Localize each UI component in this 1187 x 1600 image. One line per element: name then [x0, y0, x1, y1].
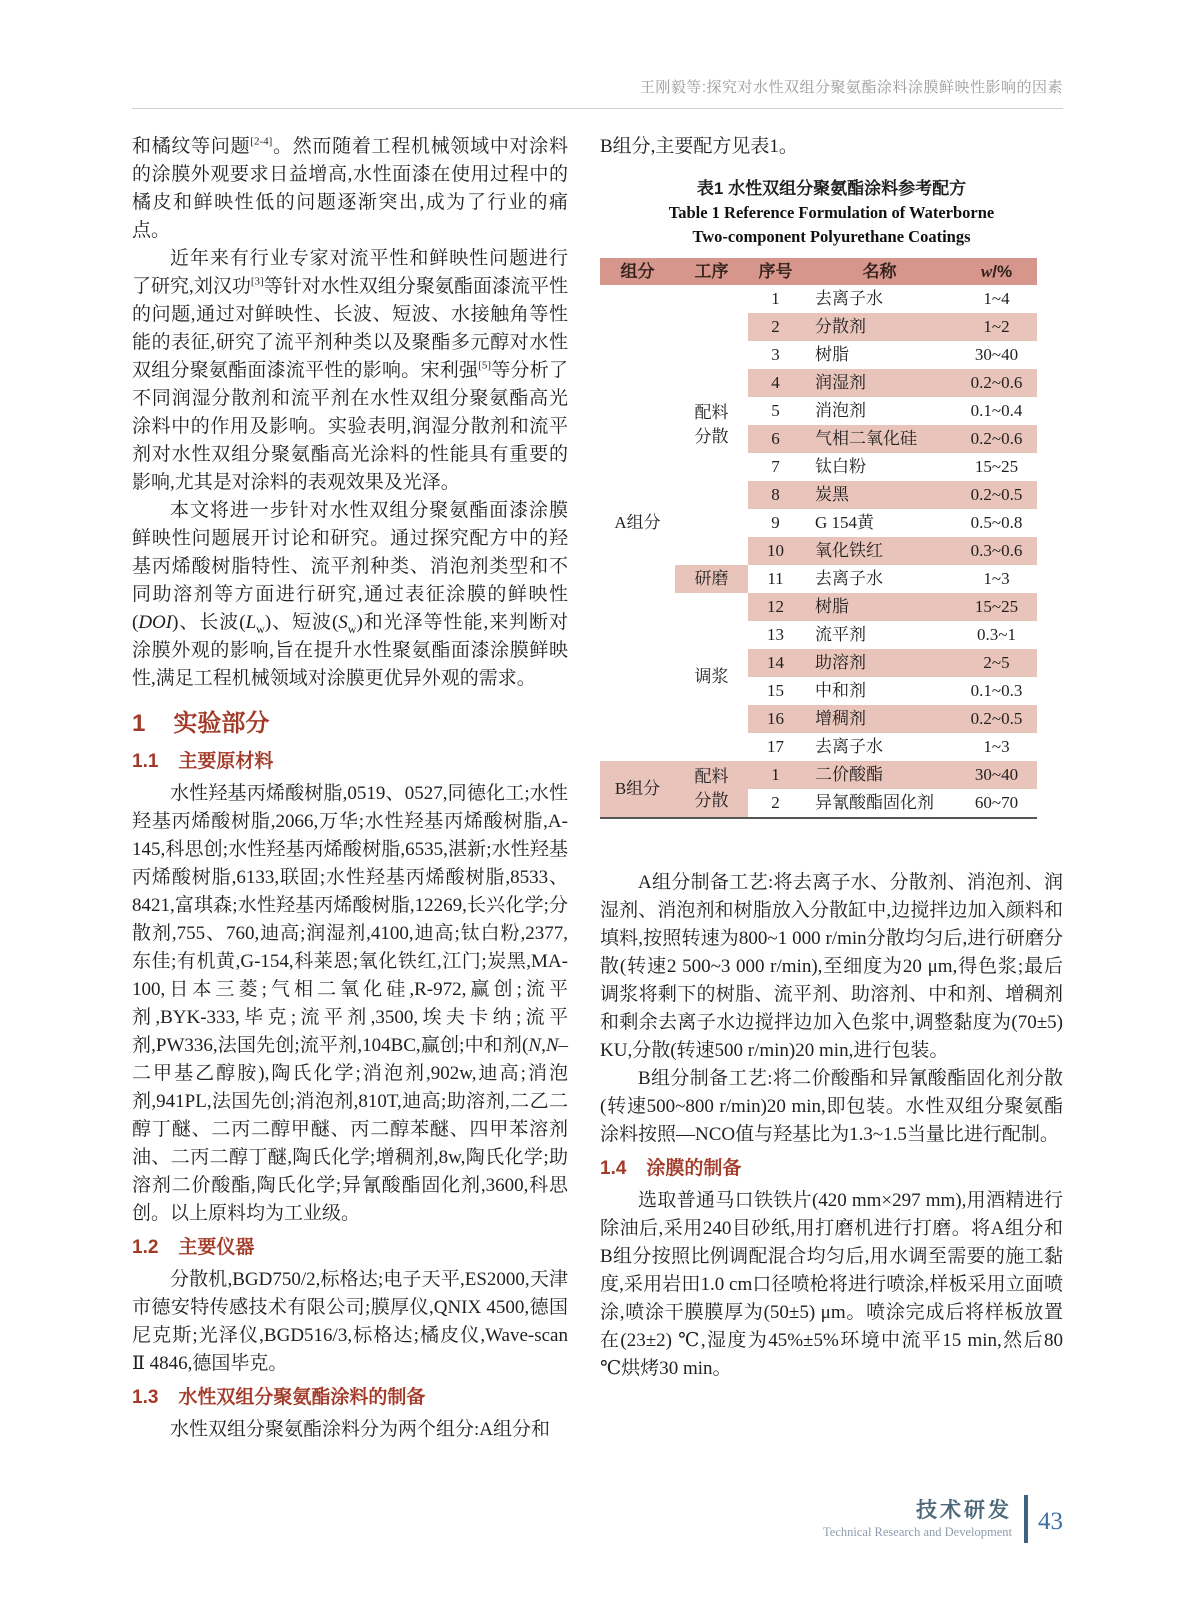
cell-w: 0.3~1 [977, 625, 1016, 644]
cell-no: 17 [767, 737, 784, 756]
paragraph-raw-materials: 水性羟基丙烯酸树脂,0519、0527,同德化工;水性羟基丙烯酸树脂,2066,万华;水性羟基丙烯酸树脂,A-145,科思创;水性羟基丙烯酸树脂,6535,湛新;水性羟基丙烯酸树脂,6133,联固;水性羟基丙烯酸树脂,8533、8421,富琪森;水性羟基丙烯酸树脂,12269,长兴化学;分散剂,755、760,迪高;润湿剂,4100,迪高;钛白粉,2377,东佳;有机黄,G-154,科莱恩;氧化铁红,江门;炭黑,MA-100,日本三菱;气相二氧化硅,R-972,赢创;流平剂,BYK-333,毕克;流平剂,3500,埃夫卡纳;流平剂,PW336,法国先创;流平剂,104BC,赢创;中和剂(N,N–二甲基乙醇胺),陶氏化学;消泡剂,902w,迪高;消泡剂,941PL,法国先创;消泡剂,810T,迪高;助溶剂,二乙二醇丁醚、二丙二醇甲醚、丙二醇苯醚、四甲苯溶剂油、二丙二醇丁醚,陶氏化学;增稠剂,8w,陶氏化学;助溶剂二价酸酯,陶氏化学;异氰酸酯固化剂,3600,科思创。以上原料均为工业级。 [132, 783, 569, 1224]
cell-no: 14 [748, 649, 803, 677]
cell-no: 4 [748, 369, 803, 397]
cell-no: 5 [771, 401, 780, 420]
cell-no: 1 [748, 761, 803, 789]
section-heading-film-preparation [600, 1156, 1063, 1182]
section-number: 1.2 [132, 1237, 159, 1258]
paragraph-preparation-intro: 水性双组分聚氨酯涂料分为两个组分:A组分和 [170, 1419, 551, 1440]
section-title: 实验部分 [173, 710, 270, 737]
col-header-name: 名称 [803, 258, 956, 285]
process-paste-adjusting-cell: 调浆 [694, 667, 729, 686]
cell-w: 0.5~0.8 [970, 513, 1023, 532]
cell-no: 8 [748, 481, 803, 509]
formulation-table [600, 258, 1037, 819]
section-heading-instruments [132, 1235, 568, 1261]
col-header-component: 组分 [600, 258, 675, 285]
section-number: 1.3 [132, 1387, 159, 1408]
cell-name: 去离子水 [815, 569, 883, 588]
cell-name: 钛白粉 [815, 457, 866, 476]
table-caption-english-line2: Two-component Polyurethane Coatings [692, 227, 971, 246]
section-title: 主要原材料 [178, 751, 274, 772]
cell-w: 0.3~0.6 [956, 537, 1037, 565]
cell-name: 氧化铁红 [803, 537, 956, 565]
paragraph-this-work: 本文将进一步针对水性双组分聚氨酯面漆涂膜鲜映性问题展开讨论和研究。通过探究配方中的羟基丙烯酸树脂特性、流平剂种类、消泡剂类型和不同助溶剂等方面进行研究,通过表征涂膜的鲜映性(DOI)、长波$(L_w)$、短波$(S_w)$和光泽等性能,来判断对涂膜外观的影响,旨在提升水性聚氨酯面漆涂膜鲜映性,满足工程机械领域对涂膜更优异外观的需求。 [132, 500, 569, 689]
paragraph-prior-research: 近年来有行业专家对流平性和鲜映性问题进行了研究,刘汉功[3]等针对水性双组分聚氨酯面漆流平性的问题,通过对鲜映性、长波、短波、水接触角等性能的表征,研究了流平剂种类以及聚酯多元醇对水性双组分聚氨酯面漆流平性的影响。宋利强[5]等分析了不同润湿分散剂和流平剂在水性双组分聚氨酯高光涂料中的作用及影响。实验表明,润湿分散剂和流平剂对水性双组分聚氨酯高光涂料的性能具有重要的影响,尤其是对涂料的表观效果及光泽。 [132, 248, 568, 493]
section-number: 1 [132, 710, 146, 737]
col-header-weight-percent: w/% [956, 258, 1037, 285]
cell-w: 0.1~0.4 [970, 401, 1023, 420]
cell-name: 树脂 [815, 345, 849, 364]
cell-w: 0.2~0.6 [956, 369, 1037, 397]
cell-name: 树脂 [803, 593, 956, 621]
section-heading-experiment [132, 709, 568, 739]
paragraph-continued-intro: 和橘纹等问题[2-4]。然而随着工程机械领域中对涂料的涂膜外观要求日益增高,水性面漆在使用过程中的橘皮和鲜映性低的问题逐渐突出,成为了行业的痛点。 [132, 135, 568, 241]
cell-name: 去离子水 [815, 737, 883, 756]
cell-name: 气相二氧化硅 [803, 425, 956, 453]
col-header-index: 序号 [748, 258, 803, 285]
table-body [600, 285, 1037, 818]
cell-w: 1~3 [983, 737, 1010, 756]
col-header-process: 工序 [675, 258, 748, 285]
right-column [600, 133, 1063, 1383]
cell-w: 60~70 [974, 793, 1019, 812]
footer-divider-bar [1024, 1495, 1028, 1543]
cell-w: 2~5 [956, 649, 1037, 677]
cell-no: 7 [771, 457, 780, 476]
section-number: 1.1 [132, 751, 159, 772]
cell-name: 中和剂 [815, 681, 866, 700]
cell-no: 13 [767, 625, 784, 644]
cell-name: 异氰酸酯固化剂 [815, 793, 934, 812]
cell-w: 30~40 [956, 761, 1037, 789]
cell-w: 15~25 [956, 593, 1037, 621]
cell-w: 0.2~0.5 [956, 705, 1037, 733]
cell-no: 16 [748, 705, 803, 733]
page-footer [823, 1492, 1063, 1546]
cell-no: 12 [748, 593, 803, 621]
table-row [600, 285, 1037, 313]
cell-w: 0.2~0.5 [956, 481, 1037, 509]
cell-w: 0.2~0.6 [956, 425, 1037, 453]
cell-no: 11 [767, 569, 784, 588]
cell-w: 15~25 [974, 457, 1019, 476]
process-batching-dispersing-cell: 配料 分散 [694, 403, 729, 446]
table-header-row [600, 258, 1037, 285]
section-title: 水性双组分聚氨酯涂料的制备 [178, 1387, 426, 1408]
table-caption-english-line1: Table 1 Reference Formulation of Waterborne [668, 203, 995, 222]
left-column [132, 133, 568, 1444]
cell-no: 1 [771, 289, 780, 308]
cell-name: 去离子水 [815, 289, 883, 308]
cell-w: 30~40 [974, 345, 1019, 364]
cell-name: 消泡剂 [815, 401, 866, 420]
section-number: 1.4 [600, 1158, 627, 1179]
cell-name: 助溶剂 [803, 649, 956, 677]
table-caption-chinese: 表1 水性双组分聚氨酯涂料参考配方 [696, 179, 967, 198]
section-heading-raw-materials [132, 749, 568, 775]
cell-name: 润湿剂 [803, 369, 956, 397]
cell-no: 9 [771, 513, 780, 532]
table-row [600, 761, 1037, 789]
cell-no: 3 [771, 345, 780, 364]
paragraph-instruments: 分散机,BGD750/2,标格达;电子天平,ES2000,天津市德安特传感技术有限公司;膜厚仪,QNIX 4500,德国尼克斯;光泽仪,BGD516/3,标格达;橘皮仪,Wave-scan Ⅱ 4846,德国毕克。 [132, 1269, 568, 1374]
page-number: 43 [1038, 1508, 1063, 1535]
cell-name: G 154黄 [815, 513, 875, 532]
cell-no: 2 [771, 793, 780, 812]
paragraph-table-reference: B组分,主要配方见表1。 [600, 136, 798, 157]
footer-section-labels [823, 1498, 1012, 1541]
cell-name: 炭黑 [803, 481, 956, 509]
running-header-title: 王刚毅等:探究对水性双组分聚氨酯涂料涂膜鲜映性影响的因素 [639, 79, 1063, 96]
process-grinding-cell: 研磨 [675, 565, 748, 593]
running-header [132, 76, 1063, 109]
section-title: 涂膜的制备 [646, 1158, 742, 1179]
component-b-cell: B组分 [600, 761, 675, 818]
section-heading-coating-preparation [132, 1385, 568, 1411]
cell-w: 0.1~0.3 [970, 681, 1023, 700]
cell-w: 1~3 [983, 569, 1010, 588]
cell-name: 增稠剂 [803, 705, 956, 733]
cell-no: 2 [748, 313, 803, 341]
cell-name: 流平剂 [815, 625, 866, 644]
component-a-cell: A组分 [614, 513, 661, 532]
cell-no: 10 [748, 537, 803, 565]
cell-name: 分散剂 [803, 313, 956, 341]
footer-section-english: Technical Research and Development [823, 1524, 1012, 1539]
paragraph-film-preparation: 选取普通马口铁铁片(420 mm×297 mm),用酒精进行除油后,采用240目砂纸,用打磨机进行打磨。将A组分和B组分按照比例调配混合均匀后,用水调至需要的施工黏度,采用岩田1.0 cm口径喷枪将进行喷涂,样板采用立面喷涂,喷涂干膜膜厚为(50±5) μm。喷涂完成后将样板放置在(23±2) ℃,湿度为45%±5%环境中流平15 min,然后80 ℃烘烤30 min。 [600, 1190, 1063, 1379]
paragraph-b-component-process: B组分制备工艺:将二价酸酯和异氰酸酯固化剂分散(转速500~800 r/min)20 min,即包装。水性双组分聚氨酯涂料按照—NCO值与羟基比为1.3~1.5当量比进行配制。 [600, 1068, 1063, 1145]
section-title: 主要仪器 [178, 1237, 255, 1258]
cell-w: 1~4 [983, 289, 1010, 308]
cell-w: 1~2 [956, 313, 1037, 341]
footer-section-chinese: 技术研发 [916, 1498, 1012, 1522]
process-b-batching-dispersing-cell: 配料 分散 [675, 761, 748, 818]
cell-name: 二价酸酯 [803, 761, 956, 789]
cell-no: 15 [767, 681, 784, 700]
cell-no: 6 [748, 425, 803, 453]
paragraph-a-component-process: A组分制备工艺:将去离子水、分散剂、消泡剂、润湿剂、消泡剂和树脂放入分散缸中,边搅拌边加入颜料和填料,按照转速为800~1 000 r/min分散均匀后,进行研磨分散(转速2 500~3 000 r/min),至细度为20 μm,得色浆;最后调浆将剩下的树脂、流平剂、助溶剂、中和剂、增稠剂和剩余去离子水边搅拌边加入色浆中,调整黏度为(70±5) KU,分散(转速500 r/min)20 min,进行包装。 [600, 872, 1063, 1061]
